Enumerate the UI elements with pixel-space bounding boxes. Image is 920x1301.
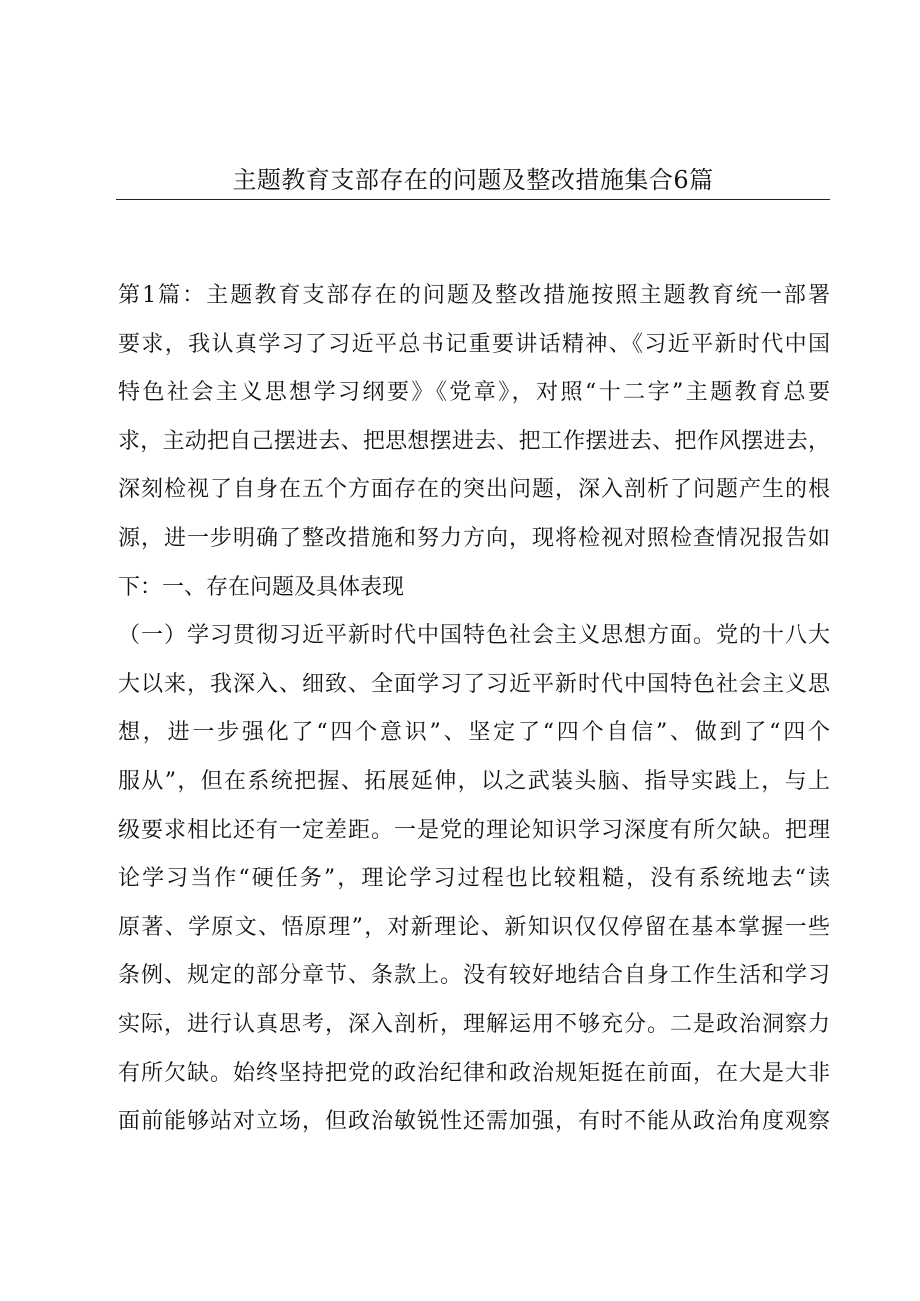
body-line-6: 源，进一步明确了整改措施和努力方向，现将检视对照检查情况报告如 bbox=[118, 525, 830, 551]
body-line-7: 下：一、存在问题及具体表现 bbox=[118, 574, 405, 600]
body-line-5: 深刻检视了自身在五个方面存在的突出问题，深入剖析了问题产生的根 bbox=[118, 477, 830, 503]
body-line-2: 要求，我认真学习了习近平总书记重要讲话精神、《习近平新时代中国 bbox=[118, 331, 830, 357]
body-line-8: （一）学习贯彻习近平新时代中国特色社会主义思想方面。党的十八大 bbox=[118, 623, 830, 649]
body-line-12: 级要求相比还有一定差距。一是党的理论知识学习深度有所欠缺。把理 bbox=[118, 817, 830, 843]
body-line-4: 求，主动把自己摆进去、把思想摆进去、把工作摆进去、把作风摆进去， bbox=[118, 428, 830, 454]
body-line-16: 实际，进行认真思考，深入剖析，理解运用不够充分。二是政治洞察力 bbox=[118, 1011, 830, 1037]
body-line-11: 服从”，但在系统把握、拓展延伸，以之武装头脑、指导实践上，与上 bbox=[118, 768, 830, 794]
document-title: 主题教育支部存在的问题及整改措施集合6篇 bbox=[232, 166, 714, 194]
body-line-3: 特色社会主义思想学习纲要》《党章》，对照“十二字”主题教育总要 bbox=[118, 380, 830, 406]
body-line-9: 大以来，我深入、细致、全面学习了习近平新时代中国特色社会主义思 bbox=[118, 671, 830, 697]
body-line-13: 论学习当作“硬任务”，理论学习过程也比较粗糙，没有系统地去“读 bbox=[118, 866, 830, 892]
body-line-18: 面前能够站对立场，但政治敏锐性还需加强，有时不能从政治角度观察 bbox=[118, 1109, 830, 1135]
body-line-14: 原著、学原文、悟原理”，对新理论、新知识仅仅停留在基本掌握一些 bbox=[118, 914, 830, 940]
body-line-15: 条例、规定的部分章节、条款上。没有较好地结合自身工作生活和学习 bbox=[118, 963, 830, 989]
body-line-1: 第1篇：主题教育支部存在的问题及整改措施按照主题教育统一部署 bbox=[118, 283, 830, 308]
body-line-17: 有所欠缺。始终坚持把党的政治纪律和政治规矩挺在前面，在大是大非 bbox=[118, 1060, 830, 1086]
document-body bbox=[118, 272, 830, 1147]
body-line-10: 想，进一步强化了“四个意识”、坚定了“四个自信”、做到了“四个 bbox=[118, 720, 830, 746]
title-underline bbox=[116, 199, 830, 200]
